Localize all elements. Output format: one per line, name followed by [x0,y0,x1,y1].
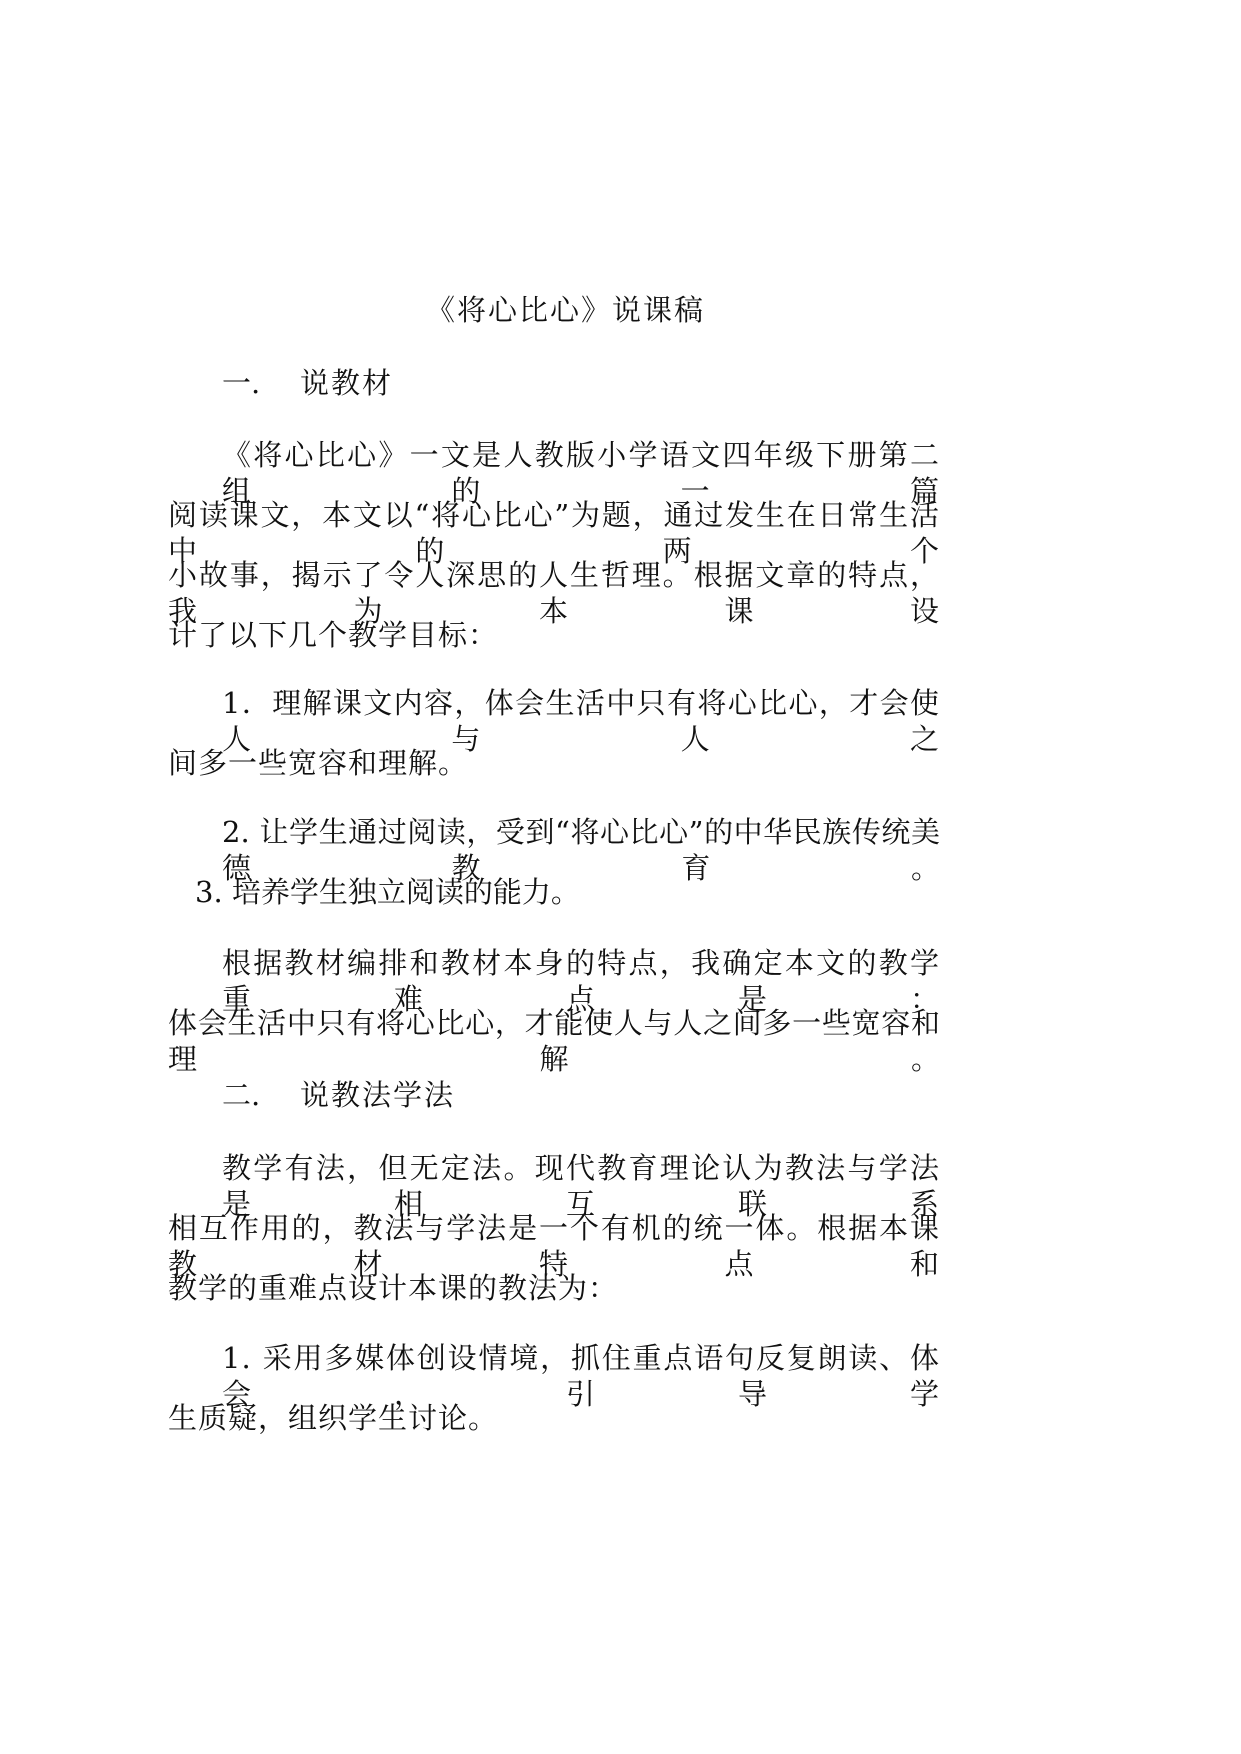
method-1-line-1: 1. 采用多媒体创设情境，抓住重点语句反复朗读、体会，引导学 [222,1341,940,1411]
section-1-number: 一. [222,366,261,400]
section-1-heading: 说教材 [300,366,394,400]
paragraph-3-line-1: 教学有法，但无定法。现代教育理论认为教法与学法是相互联系 [222,1151,940,1221]
paragraph-3-line-2: 相互作用的，教法与学法是一个有机的统一体。根据本课教材特点和 [168,1211,940,1281]
paragraph-1-line-2: 阅读课文，本文以“将心比心”为题，通过发生在日常生活中的两个 [168,498,940,568]
method-1-line-2: 生质疑，组织学生讨论。 [168,1401,499,1435]
paragraph-1-line-3: 小故事，揭示了令人深思的人生哲理。根据文章的特点，我为本课设 [168,558,940,628]
paragraph-1-line-1: 《将心比心》一文是人教版小学语文四年级下册第二组的一篇 [222,438,940,508]
section-2-number: 二. [222,1078,261,1112]
paragraph-2-line-1: 根据教材编排和教材本身的特点，我确定本文的教学重难点是： [222,946,940,1016]
goal-1-line-1: 1．理解课文内容，体会生活中只有将心比心，才会使人与人之 [222,686,940,756]
paragraph-1-line-4: 计了以下几个教学目标： [168,618,499,652]
paragraph-3-line-3: 教学的重难点设计本课的教法为： [168,1271,619,1305]
goal-2: 2. 让学生通过阅读，受到“将心比心”的中华民族传统美德教育。 [222,815,940,885]
section-2-heading: 说教法学法 [300,1078,456,1112]
paragraph-2-line-2: 体会生活中只有将心比心，才能使人与人之间多一些宽容和理解。 [168,1006,940,1076]
goal-3: 3. 培养学生独立阅读的能力。 [195,875,580,909]
goal-1-line-2: 间多一些宽容和理解。 [168,746,469,780]
document-title: 《将心比心》说课稿 [426,293,706,327]
